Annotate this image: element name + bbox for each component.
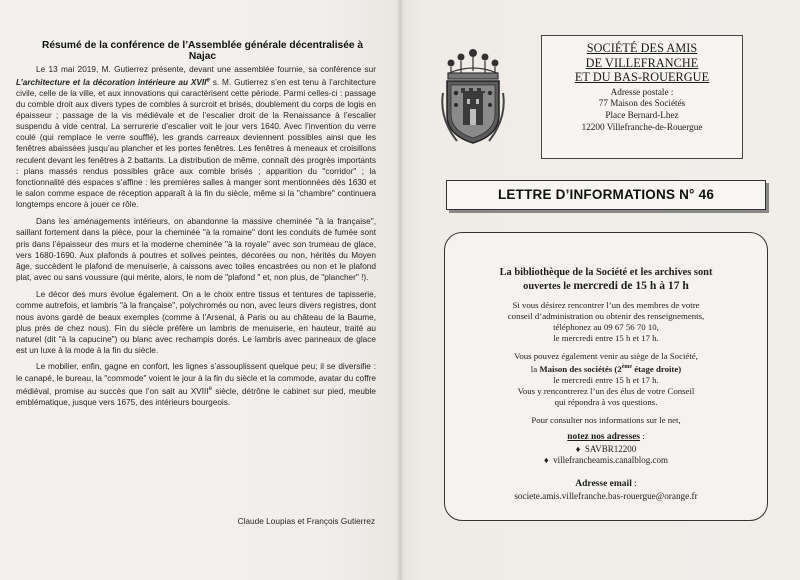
diamond-bullet-icon: ♦ (575, 443, 581, 454)
signature: Claude Loupias et François Gutierrez (237, 516, 375, 526)
postal-address-line: 12200 Villefranche-de-Rouergue (581, 121, 703, 132)
article-title: Résumé de la conférence de l’Assemblée générale décentralisée à Najac (41, 40, 364, 62)
article-body (16, 64, 376, 414)
visit-line: le mercredi entre 15 h et 17 h. (553, 374, 659, 385)
address-item: ♦ SAVBR12200 (575, 443, 637, 454)
visit-line: Vous y rencontrerez l’un des élus de votre Conseil (517, 385, 695, 396)
paragraph-intro: Le 13 mai 2019, M. Gutierrez présente, devant une assemblée fournie, sa conférence sur L’architecture et la décoration intérieure au XVIIe s. M. Gutierrez s’en est tenu à l’architecture civile, celle de la ville, et aux innovations qui caractérisent cette période. Parmi celles-ci : passage du comble droit aux divers types de combles à surcroit et brisés, doublement du corps de logis en épaisseur ; passage de la vis médiévale et de l’escalier droit de la Renaissance à l’escalier suspendu à vide central. La serrurerie d’escalier voit le jour vers 1640. Avec l’invention du verre coulé (qui remplace le verre soufflé), les grands carreaux deviennent possibles ainsi que les fenêtres abaissées jusqu’au plancher et les portes fenêtres. Les fenêtres à meneaux et croisillons reculent devant les fenêtres à 2 battants. La distribution de même, connaît des progrès importants : plans massés rendus possibles grâce aux comble brisés ; apparition du "corridor" ; la fonctionnalité des espaces s’affine : les premières salles à manger sont mentionnées dès 1630 et le salon comme espace de réception apparaît à la fin du siècle, même si la "chambre" continuera longtemps encore à jouer ce rôle. (16, 65, 376, 209)
consult-line: Pour consulter nos informations sur le net, (531, 414, 681, 425)
postal-address-line: Place Bernard-Lhez (605, 110, 679, 121)
phone-line: téléphonez au 09 67 56 70 10, (553, 322, 659, 332)
society-address-box (541, 35, 743, 159)
addresses-heading: notez nos adresses : (567, 430, 645, 442)
address-item: ♦ villefrancheamis.canalblog.com (543, 455, 669, 466)
conference-title: L’architecture et la décoration intérieure au XVIIe (16, 77, 210, 87)
paragraph-furniture: Le mobilier, enfin, gagne en confort, les lignes s’assouplissent quelque peu; il se diversifie : le canapé, le bureau, la "commode" voient le jour à la fin du siècle et la commode, avatar du coffre médiéval, promise au succès que l’on sait au XVIIIe siècle, détrône le cabinet sur pied, meuble emblématique, jusque vers 1675, des intérieurs bourgeois. (16, 362, 376, 407)
paragraph-walls: Le décor des murs évolue également. On a le choix entre tissus et tentures de tapisserie, comme autrefois, et lambris "à la française", polychromés ou non, avec leurs divers registres, dont nous avons gardé de beaux exemples (comme à l’Arsenal, à Paris ou au château de la Baume, plus près de chez nous). Fin du siècle préfère un lambris de menuiserie, en hauteur, traité au naturel (dit "à la capucine") ou blanc avec rechampis dorés. Le lambris avec panneaux de glace est un luxe à la mode à la fin du siècle. (16, 290, 376, 355)
visit-line: Vous pouvez également venir au siège de la Société, (514, 351, 698, 361)
newsletter-title: LETTRE D’INFORMATIONS N° 46 (446, 180, 766, 210)
contact-line: le mercredi entre 15 h et 17 h. (553, 333, 659, 343)
visit-line: qui répondra à vos questions. (554, 396, 658, 407)
postal-address-line: 77 Maison des Sociétés (598, 98, 686, 109)
library-heading: La bibliothèque de la Société et les archives sont (499, 267, 713, 278)
email-heading: Adresse email : (575, 477, 637, 489)
postal-address-label: Adresse postale : (610, 86, 674, 97)
page-fold (396, 0, 404, 580)
visit-location: la Maison des sociétés (2ème étage droite) (530, 363, 682, 374)
society-name: SOCIÉTÉ DES AMIS DE VILLEFRANCHE ET DU BAS-ROUERGUE (574, 41, 710, 84)
diamond-bullet-icon: ♦ (543, 455, 549, 466)
info-box (444, 232, 768, 521)
contact-line: conseil d’administration ou obtenir des renseignements, (507, 311, 705, 321)
contact-line: Si vous désirez rencontrer l’un des membres de votre (512, 300, 700, 310)
paragraph-interiors: Dans les aménagements intérieurs, on abandonne la massive cheminée "à la française", saillant fortement dans la pièce, pour la cheminée "à la romaine" dont les conduits de fumée sont pris dans l’épaisseur des murs et la moderne cheminée "à la royale" avec son trumeau de glace, vers 1680-1690. Aux plafonds à poutres et solives peintes, décorées ou non, hérités du Moyen âge, succèdent le plafond de menuiserie, à caissons avec toiles encastrées ou non et le plafond plat, avec ou sans voussure (qui mérite, alors, le nom de "plafond " et, non plus, de "plancher" !). (16, 217, 376, 282)
email-address[interactable]: societe.amis.villefranche.bas-rouergue@orange.fr (514, 490, 698, 501)
library-hours: ouvertes le mercredi de 15 h à 17 h (523, 279, 689, 292)
coat-of-arms-icon (437, 43, 509, 148)
